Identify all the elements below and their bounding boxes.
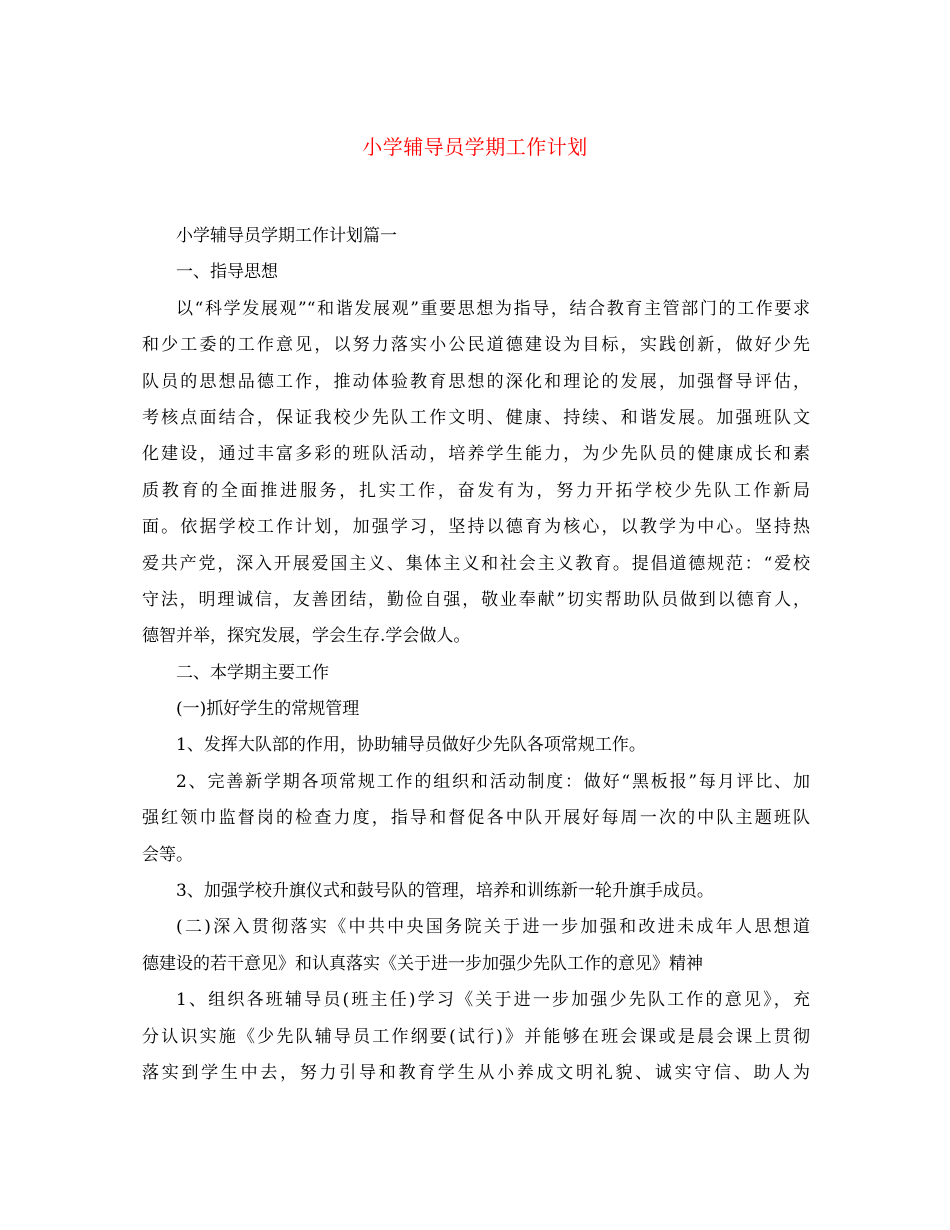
paragraph-line: 质教育的全面推进服务，扎实工作，奋发有为，努力开拓学校少先队工作新局	[142, 480, 810, 501]
section-heading: 二、本学期主要工作	[176, 662, 329, 683]
paragraph-line: 德智并举，探究发展，学会生存.学会做人。	[142, 626, 471, 647]
paragraph-line: 强红领巾监督岗的检查力度，指导和督促各中队开展好每周一次的中队主题班队	[142, 808, 810, 829]
subsection-heading: (二)深入贯彻落实《中共中央国务院关于进一步加强和改进未成年人思想道	[176, 917, 810, 938]
paragraph-line: 面。依据学校工作计划，加强学习，坚持以德育为核心，以教学为中心。坚持热	[142, 517, 810, 538]
paragraph-line: 考核点面结合，保证我校少先队工作文明、健康、持续、和谐发展。加强班队文	[142, 407, 810, 428]
paragraph-line: 分认识实施《少先队辅导员工作纲要(试行)》并能够在班会课或是晨会课上贯彻	[142, 1026, 810, 1047]
document-body	[142, 218, 810, 1091]
document-title: 小学辅导员学期工作计划	[362, 135, 588, 159]
paragraph-line: 以“科学发展观”“和谐发展观”重要思想为指导，结合教育主管部门的工作要求	[176, 298, 810, 319]
paragraph-line: 化建设，通过丰富多彩的班队活动，培养学生能力，为少先队员的健康成长和素	[142, 444, 810, 465]
paragraph-line: 队员的思想品德工作，推动体验教育思想的深化和理论的发展，加强督导评估，	[142, 371, 810, 392]
list-item: 1、组织各班辅导员(班主任)学习《关于进一步加强少先队工作的意见》，充	[176, 990, 810, 1011]
section-heading: 一、指导思想	[176, 262, 278, 283]
section-heading: 小学辅导员学期工作计划篇一	[176, 226, 397, 246]
paragraph-line: 会等。	[142, 844, 193, 865]
paragraph-line: 德建设的若干意见》和认真落实《关于进一步加强少先队工作的意见》精神	[142, 953, 703, 974]
paragraph-line: 守法，明理诚信，友善团结，勤俭自强，敬业奉献”切实帮助队员做到以德育人，	[142, 589, 810, 610]
paragraph-line: 和少工委的工作意见，以努力落实小公民道德建设为目标，实践创新，做好少先	[142, 335, 810, 356]
list-item: 1、发挥大队部的作用，协助辅导员做好少先队各项常规工作。	[176, 735, 646, 756]
list-item: 2、完善新学期各项常规工作的组织和活动制度：做好“黑板报”每月评比、加	[176, 771, 810, 792]
paragraph-line: 爱共产党，深入开展爱国主义、集体主义和社会主义教育。提倡道德规范：“爱校	[142, 553, 810, 574]
subsection-heading: (一)抓好学生的常规管理	[176, 699, 360, 720]
paragraph-line: 落实到学生中去，努力引导和教育学生从小养成文明礼貌、诚实守信、助人为	[142, 1062, 810, 1083]
list-item: 3、加强学校升旗仪式和鼓号队的管理，培养和训练新一轮升旗手成员。	[176, 881, 714, 902]
